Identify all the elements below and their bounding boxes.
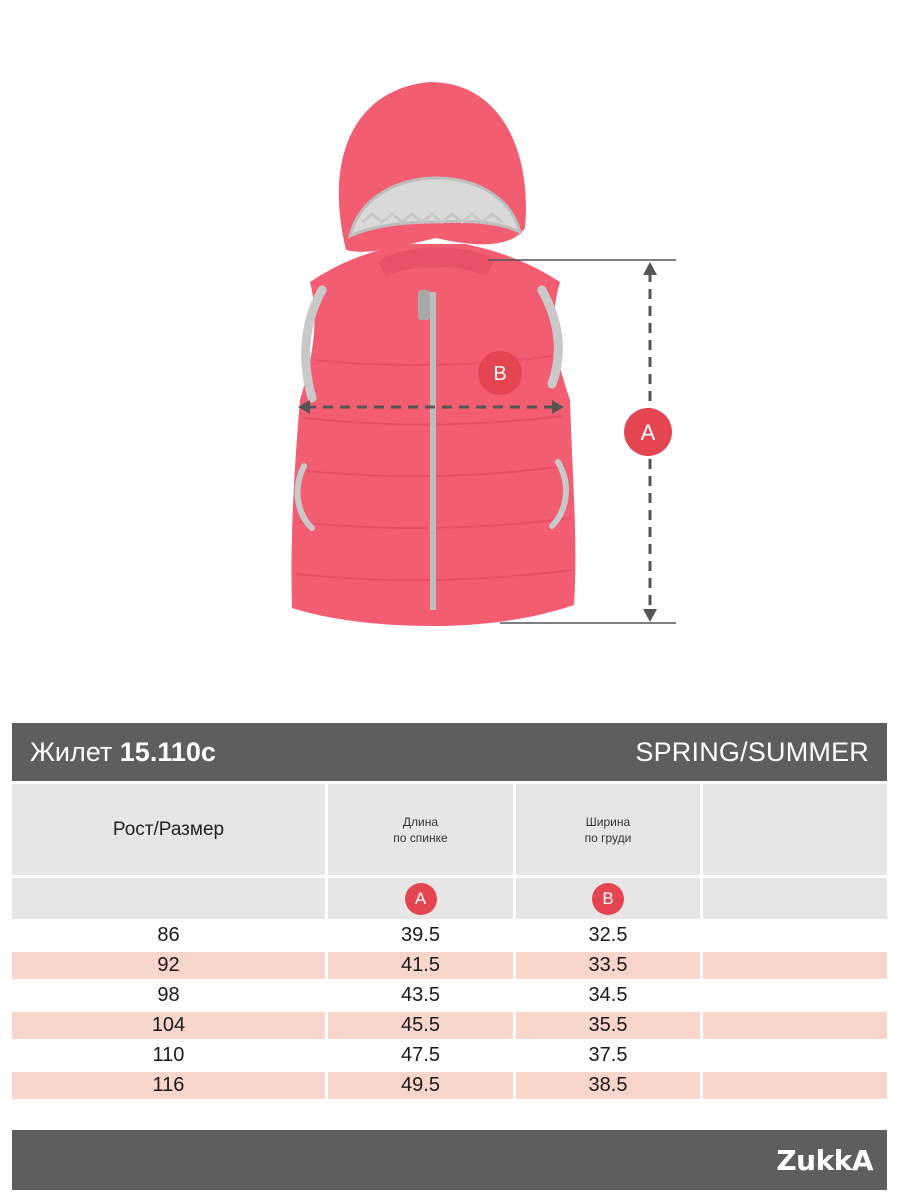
table-row [12, 1009, 887, 1039]
width-cell: 35.5 [513, 1012, 700, 1039]
zipper-pull [418, 290, 430, 320]
badge-a-table: A [405, 883, 437, 915]
footer-bar [12, 1130, 887, 1190]
badge-cell-a [325, 878, 513, 919]
badge-cell-empty-2 [700, 878, 887, 919]
table-badge-row [12, 878, 887, 919]
empty-cell [700, 1012, 887, 1039]
width-cell: 33.5 [513, 952, 700, 979]
length-cell: 45.5 [325, 1012, 513, 1039]
size-cell: 92 [12, 952, 325, 979]
badge-a [624, 408, 672, 456]
length-cell: 49.5 [325, 1072, 513, 1099]
size-cell: 98 [157, 984, 180, 1006]
badge-b-label: B [493, 363, 507, 385]
table-row [12, 949, 887, 979]
empty-cell [700, 982, 887, 1009]
width-cell: 32.5 [513, 922, 700, 949]
width-cell: 37.5 [513, 1042, 700, 1069]
badge-cell-empty [12, 878, 325, 919]
table-row [12, 919, 887, 949]
empty-cell [700, 952, 887, 979]
season-label: SPRING/SUMMER [635, 736, 869, 767]
table-row [12, 1039, 887, 1069]
table-row [12, 1069, 887, 1099]
width-cell: 34.5 [513, 982, 700, 1009]
brand-logo: ZukkA [776, 1143, 873, 1177]
col-header-width: Ширина по груди [513, 784, 700, 875]
badge-cell-b [513, 878, 700, 919]
product-word: Жилет [30, 736, 113, 767]
size-cell: 86 [157, 924, 180, 946]
product-title [30, 737, 216, 768]
title-bar [12, 723, 887, 781]
length-cell: 41.5 [325, 952, 513, 979]
table-row [12, 979, 887, 1009]
product-code: 15.110с [119, 736, 216, 767]
badge-b [478, 351, 522, 395]
length-cell: 43.5 [325, 982, 513, 1009]
table-header-row [12, 784, 887, 875]
size-cell: 104 [12, 1012, 325, 1039]
size-cell: 116 [12, 1072, 325, 1099]
col-header-length: Длина по спинке [325, 784, 513, 875]
size-table [12, 784, 887, 1099]
size-cell: 110 [152, 1044, 185, 1066]
empty-cell [700, 1072, 887, 1099]
length-cell: 47.5 [325, 1042, 513, 1069]
col-header-empty [700, 784, 887, 875]
empty-cell [700, 922, 887, 949]
badge-a-label: A [640, 420, 656, 445]
badge-b-table: B [592, 883, 624, 915]
width-cell: 38.5 [513, 1072, 700, 1099]
length-cell: 39.5 [325, 922, 513, 949]
empty-cell [700, 1042, 887, 1069]
col-header-size: Рост/Размер [12, 784, 325, 875]
